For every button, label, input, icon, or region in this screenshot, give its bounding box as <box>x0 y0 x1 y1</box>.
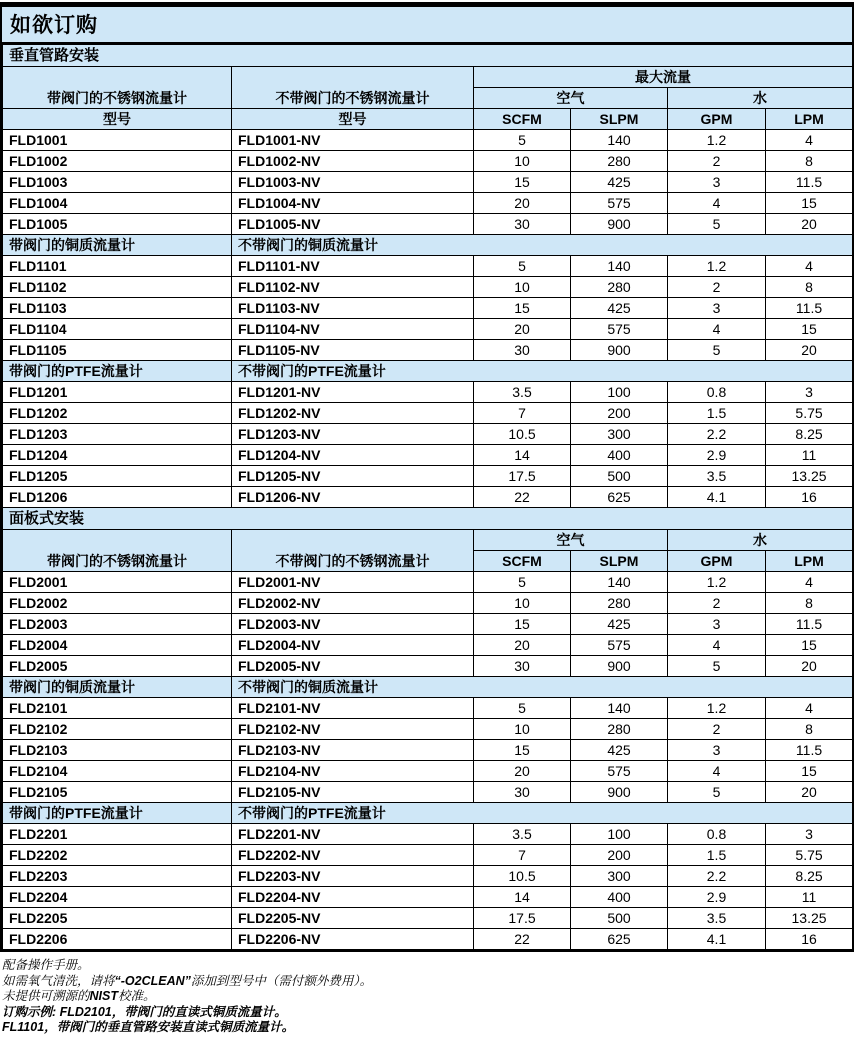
model-cell: FLD2003-NV <box>232 614 474 635</box>
model-cell: FLD1105-NV <box>232 340 474 361</box>
value-cell: 425 <box>571 298 668 319</box>
value-cell: 4 <box>668 761 766 782</box>
model-cell: FLD1003-NV <box>232 172 474 193</box>
unit-header: SCFM <box>474 109 571 130</box>
value-cell: 3 <box>668 614 766 635</box>
model-cell: FLD1005-NV <box>232 214 474 235</box>
page-title: 如欲订购 <box>2 7 852 44</box>
value-cell: 30 <box>474 656 571 677</box>
value-cell: 625 <box>571 929 668 950</box>
model-cell: FLD1206 <box>3 487 232 508</box>
value-cell: 15 <box>766 635 853 656</box>
value-cell: 2.9 <box>668 445 766 466</box>
model-cell: FLD2002-NV <box>232 593 474 614</box>
model-cell: FLD1103-NV <box>232 298 474 319</box>
group-header-right: 不带阀门的PTFE流量计 <box>232 361 853 382</box>
value-cell: 900 <box>571 214 668 235</box>
model-cell: FLD2005-NV <box>232 656 474 677</box>
table-row <box>3 845 853 866</box>
value-cell: 10 <box>474 593 571 614</box>
footnote <box>2 1005 852 1021</box>
value-cell: 5 <box>668 782 766 803</box>
value-cell: 0.8 <box>668 382 766 403</box>
max-flow-header: 最大流量 <box>474 67 853 88</box>
model-cell: FLD1104 <box>3 319 232 340</box>
model-cell: FLD1004-NV <box>232 193 474 214</box>
model-cell: FLD2204-NV <box>232 887 474 908</box>
table-row <box>3 740 853 761</box>
value-cell: 4 <box>668 635 766 656</box>
value-cell: 8.25 <box>766 424 853 445</box>
column-header-left: 带阀门的不锈钢流量计 <box>3 67 232 109</box>
table-row <box>3 445 853 466</box>
model-cell: FLD2103 <box>3 740 232 761</box>
model-cell: FLD2004 <box>3 635 232 656</box>
value-cell: 20 <box>766 340 853 361</box>
value-cell: 1.2 <box>668 572 766 593</box>
value-cell: 20 <box>474 761 571 782</box>
table-row <box>3 319 853 340</box>
value-cell: 30 <box>474 214 571 235</box>
value-cell: 15 <box>474 298 571 319</box>
value-cell: 20 <box>766 656 853 677</box>
group-header-row <box>3 803 853 824</box>
value-cell: 2.2 <box>668 424 766 445</box>
value-cell: 10.5 <box>474 424 571 445</box>
value-cell: 8 <box>766 277 853 298</box>
footnote <box>2 1020 852 1036</box>
table-row <box>3 656 853 677</box>
table-header-row <box>3 109 853 130</box>
unit-header: SLPM <box>571 109 668 130</box>
model-cell: FLD2101 <box>3 698 232 719</box>
value-cell: 500 <box>571 908 668 929</box>
value-cell: 15 <box>766 319 853 340</box>
table-row <box>3 719 853 740</box>
table-row <box>3 340 853 361</box>
value-cell: 17.5 <box>474 466 571 487</box>
group-header-row <box>3 235 853 256</box>
unit-header: SLPM <box>571 551 668 572</box>
table-row <box>3 382 853 403</box>
model-cell: FLD2001 <box>3 572 232 593</box>
flowmeter-order-table <box>2 44 853 950</box>
air-header: 空气 <box>474 530 668 551</box>
footnotes <box>0 952 854 1040</box>
section-heading-row <box>3 45 853 67</box>
value-cell: 300 <box>571 424 668 445</box>
value-cell: 140 <box>571 572 668 593</box>
value-cell: 400 <box>571 445 668 466</box>
value-cell: 200 <box>571 845 668 866</box>
table-row <box>3 172 853 193</box>
model-label: 型号 <box>3 109 232 130</box>
footnote <box>2 958 852 974</box>
model-cell: FLD1203 <box>3 424 232 445</box>
model-cell: FLD2203-NV <box>232 866 474 887</box>
value-cell: 200 <box>571 403 668 424</box>
model-cell: FLD1206-NV <box>232 487 474 508</box>
value-cell: 11.5 <box>766 172 853 193</box>
value-cell: 7 <box>474 845 571 866</box>
group-header-row <box>3 361 853 382</box>
model-cell: FLD2002 <box>3 593 232 614</box>
model-cell: FLD2103-NV <box>232 740 474 761</box>
value-cell: 900 <box>571 656 668 677</box>
value-cell: 0.8 <box>668 824 766 845</box>
value-cell: 8.25 <box>766 866 853 887</box>
value-cell: 1.2 <box>668 698 766 719</box>
value-cell: 20 <box>474 319 571 340</box>
table-row <box>3 256 853 277</box>
footnote <box>2 974 852 990</box>
table-header-row <box>3 67 853 88</box>
table-row <box>3 866 853 887</box>
value-cell: 20 <box>766 214 853 235</box>
model-cell: FLD2104 <box>3 761 232 782</box>
model-cell: FLD2201 <box>3 824 232 845</box>
value-cell: 3 <box>668 172 766 193</box>
model-cell: FLD2206-NV <box>232 929 474 950</box>
footnote-text: FL1101，带阀门的垂直管路安装直读式铜质流量计。 <box>2 1020 295 1034</box>
section-heading: 垂直管路安装 <box>3 45 853 67</box>
model-cell: FLD1204 <box>3 445 232 466</box>
table-row <box>3 887 853 908</box>
model-cell: FLD1002-NV <box>232 151 474 172</box>
model-cell: FLD1203-NV <box>232 424 474 445</box>
value-cell: 11 <box>766 887 853 908</box>
value-cell: 5 <box>668 656 766 677</box>
model-cell: FLD1201-NV <box>232 382 474 403</box>
table-row <box>3 466 853 487</box>
value-cell: 4.1 <box>668 487 766 508</box>
table-row <box>3 572 853 593</box>
value-cell: 140 <box>571 256 668 277</box>
value-cell: 1.5 <box>668 845 766 866</box>
value-cell: 3.5 <box>668 466 766 487</box>
value-cell: 425 <box>571 614 668 635</box>
group-header-left: 带阀门的PTFE流量计 <box>3 361 232 382</box>
table-row <box>3 761 853 782</box>
value-cell: 15 <box>474 172 571 193</box>
value-cell: 5 <box>474 698 571 719</box>
footnote-text: 添加到型号中（需付额外费用）。 <box>190 973 373 988</box>
table-row <box>3 782 853 803</box>
group-header-right: 不带阀门的PTFE流量计 <box>232 803 853 824</box>
value-cell: 3 <box>766 824 853 845</box>
value-cell: 7 <box>474 403 571 424</box>
value-cell: 8 <box>766 151 853 172</box>
value-cell: 14 <box>474 445 571 466</box>
column-header-right: 不带阀门的不锈钢流量计 <box>232 530 474 572</box>
value-cell: 4 <box>766 698 853 719</box>
value-cell: 15 <box>766 761 853 782</box>
value-cell: 10.5 <box>474 866 571 887</box>
value-cell: 5.75 <box>766 403 853 424</box>
group-header-left: 带阀门的铜质流量计 <box>3 677 232 698</box>
value-cell: 575 <box>571 193 668 214</box>
column-header-left: 带阀门的不锈钢流量计 <box>3 530 232 572</box>
value-cell: 10 <box>474 151 571 172</box>
air-header: 空气 <box>474 88 668 109</box>
value-cell: 17.5 <box>474 908 571 929</box>
group-header-row <box>3 677 853 698</box>
value-cell: 14 <box>474 887 571 908</box>
model-cell: FLD2204 <box>3 887 232 908</box>
value-cell: 3 <box>766 382 853 403</box>
value-cell: 4.1 <box>668 929 766 950</box>
footnote <box>2 989 852 1005</box>
model-cell: FLD1005 <box>3 214 232 235</box>
value-cell: 575 <box>571 635 668 656</box>
model-cell: FLD1103 <box>3 298 232 319</box>
value-cell: 575 <box>571 319 668 340</box>
column-header-right: 不带阀门的不锈钢流量计 <box>232 67 474 109</box>
value-cell: 16 <box>766 929 853 950</box>
footnote-text: NIST <box>89 989 118 1003</box>
model-cell: FLD1101-NV <box>232 256 474 277</box>
model-cell: FLD2202 <box>3 845 232 866</box>
model-cell: FLD1003 <box>3 172 232 193</box>
group-header-left: 带阀门的PTFE流量计 <box>3 803 232 824</box>
value-cell: 900 <box>571 340 668 361</box>
table-row <box>3 614 853 635</box>
model-cell: FLD2001-NV <box>232 572 474 593</box>
model-cell: FLD1101 <box>3 256 232 277</box>
unit-header: GPM <box>668 551 766 572</box>
section-heading-row <box>3 508 853 530</box>
unit-header: LPM <box>766 109 853 130</box>
unit-header: LPM <box>766 551 853 572</box>
footnote-text: 校准。 <box>118 989 156 1003</box>
section-heading: 面板式安装 <box>3 508 853 530</box>
table-row <box>3 151 853 172</box>
model-cell: FLD2105-NV <box>232 782 474 803</box>
value-cell: 11.5 <box>766 614 853 635</box>
table-row <box>3 214 853 235</box>
table-row <box>3 824 853 845</box>
value-cell: 280 <box>571 277 668 298</box>
value-cell: 4 <box>766 572 853 593</box>
value-cell: 5 <box>668 214 766 235</box>
footnote-text: “-O2CLEAN” <box>114 973 191 988</box>
value-cell: 2 <box>668 719 766 740</box>
table-row <box>3 635 853 656</box>
model-cell: FLD2104-NV <box>232 761 474 782</box>
value-cell: 13.25 <box>766 908 853 929</box>
value-cell: 15 <box>474 740 571 761</box>
value-cell: 575 <box>571 761 668 782</box>
value-cell: 4 <box>668 193 766 214</box>
value-cell: 2 <box>668 151 766 172</box>
value-cell: 11 <box>766 445 853 466</box>
model-cell: FLD1002 <box>3 151 232 172</box>
value-cell: 2 <box>668 277 766 298</box>
model-cell: FLD2202-NV <box>232 845 474 866</box>
value-cell: 900 <box>571 782 668 803</box>
value-cell: 5 <box>474 130 571 151</box>
group-header-right: 不带阀门的铜质流量计 <box>232 235 853 256</box>
value-cell: 140 <box>571 698 668 719</box>
value-cell: 500 <box>571 466 668 487</box>
table-row <box>3 593 853 614</box>
value-cell: 11.5 <box>766 740 853 761</box>
model-cell: FLD1205-NV <box>232 466 474 487</box>
model-cell: FLD2205-NV <box>232 908 474 929</box>
order-table-frame <box>0 2 854 952</box>
value-cell: 8 <box>766 593 853 614</box>
unit-header: GPM <box>668 109 766 130</box>
value-cell: 1.2 <box>668 130 766 151</box>
table-row <box>3 130 853 151</box>
value-cell: 2.2 <box>668 866 766 887</box>
model-label: 型号 <box>232 109 474 130</box>
value-cell: 3.5 <box>668 908 766 929</box>
table-row <box>3 908 853 929</box>
table-row <box>3 277 853 298</box>
water-header: 水 <box>668 530 853 551</box>
model-cell: FLD2004-NV <box>232 635 474 656</box>
model-cell: FLD2205 <box>3 908 232 929</box>
group-header-left: 带阀门的铜质流量计 <box>3 235 232 256</box>
value-cell: 11.5 <box>766 298 853 319</box>
table-header-row <box>3 530 853 551</box>
value-cell: 3 <box>668 298 766 319</box>
value-cell: 425 <box>571 740 668 761</box>
value-cell: 4 <box>766 130 853 151</box>
value-cell: 13.25 <box>766 466 853 487</box>
table-row <box>3 487 853 508</box>
model-cell: FLD1205 <box>3 466 232 487</box>
value-cell: 300 <box>571 866 668 887</box>
value-cell: 1.5 <box>668 403 766 424</box>
footnote-text: 如需氧气清洗，请将 <box>2 973 115 988</box>
value-cell: 140 <box>571 130 668 151</box>
value-cell: 5.75 <box>766 845 853 866</box>
value-cell: 3.5 <box>474 382 571 403</box>
model-cell: FLD2101-NV <box>232 698 474 719</box>
model-cell: FLD1105 <box>3 340 232 361</box>
value-cell: 15 <box>474 614 571 635</box>
value-cell: 5 <box>474 572 571 593</box>
model-cell: FLD1204-NV <box>232 445 474 466</box>
value-cell: 8 <box>766 719 853 740</box>
model-cell: FLD1004 <box>3 193 232 214</box>
value-cell: 5 <box>474 256 571 277</box>
value-cell: 3.5 <box>474 824 571 845</box>
value-cell: 20 <box>474 193 571 214</box>
value-cell: 2 <box>668 593 766 614</box>
model-cell: FLD1201 <box>3 382 232 403</box>
water-header: 水 <box>668 88 853 109</box>
model-cell: FLD2203 <box>3 866 232 887</box>
value-cell: 10 <box>474 719 571 740</box>
value-cell: 625 <box>571 487 668 508</box>
value-cell: 425 <box>571 172 668 193</box>
model-cell: FLD1104-NV <box>232 319 474 340</box>
table-row <box>3 298 853 319</box>
table-row <box>3 698 853 719</box>
value-cell: 400 <box>571 887 668 908</box>
value-cell: 280 <box>571 593 668 614</box>
value-cell: 22 <box>474 929 571 950</box>
model-cell: FLD1102-NV <box>232 277 474 298</box>
value-cell: 100 <box>571 824 668 845</box>
table-row <box>3 403 853 424</box>
unit-header: SCFM <box>474 551 571 572</box>
model-cell: FLD2102-NV <box>232 719 474 740</box>
model-cell: FLD1001 <box>3 130 232 151</box>
value-cell: 16 <box>766 487 853 508</box>
table-row <box>3 193 853 214</box>
value-cell: 30 <box>474 782 571 803</box>
value-cell: 30 <box>474 340 571 361</box>
value-cell: 5 <box>668 340 766 361</box>
model-cell: FLD1102 <box>3 277 232 298</box>
model-cell: FLD2003 <box>3 614 232 635</box>
footnote-text: 订购示例: FLD2101，带阀门的直读式铜质流量计。 <box>2 1004 287 1019</box>
table-row <box>3 929 853 950</box>
model-cell: FLD2005 <box>3 656 232 677</box>
value-cell: 10 <box>474 277 571 298</box>
model-cell: FLD2201-NV <box>232 824 474 845</box>
value-cell: 1.2 <box>668 256 766 277</box>
value-cell: 4 <box>668 319 766 340</box>
model-cell: FLD1202 <box>3 403 232 424</box>
value-cell: 22 <box>474 487 571 508</box>
model-cell: FLD1001-NV <box>232 130 474 151</box>
table-row <box>3 424 853 445</box>
value-cell: 280 <box>571 719 668 740</box>
value-cell: 100 <box>571 382 668 403</box>
value-cell: 3 <box>668 740 766 761</box>
footnote-text: 未提供可溯源的 <box>2 989 90 1003</box>
value-cell: 4 <box>766 256 853 277</box>
footnote-text: 配备操作手册。 <box>2 958 90 972</box>
model-cell: FLD1202-NV <box>232 403 474 424</box>
value-cell: 2.9 <box>668 887 766 908</box>
value-cell: 15 <box>766 193 853 214</box>
group-header-right: 不带阀门的铜质流量计 <box>232 677 853 698</box>
value-cell: 20 <box>766 782 853 803</box>
value-cell: 280 <box>571 151 668 172</box>
model-cell: FLD2102 <box>3 719 232 740</box>
model-cell: FLD2105 <box>3 782 232 803</box>
model-cell: FLD2206 <box>3 929 232 950</box>
value-cell: 20 <box>474 635 571 656</box>
